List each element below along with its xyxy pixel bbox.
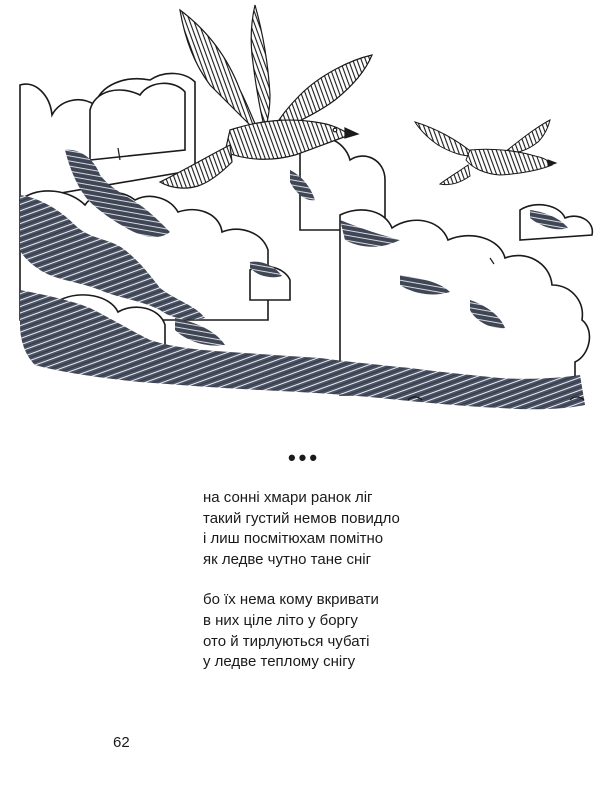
poem-line: такий густий немов повидло bbox=[203, 509, 400, 527]
poem-line: ото й тирлуються чубаті bbox=[203, 632, 370, 650]
poem-stanza-1 bbox=[203, 488, 543, 570]
small-bird-illustration bbox=[415, 120, 556, 185]
section-divider: ••• bbox=[287, 445, 321, 470]
poem-line: і лиш посмітюхам помітно bbox=[203, 530, 384, 548]
poem-line: бо їх нема кому вкривати bbox=[203, 591, 379, 609]
page-number: 62 bbox=[113, 734, 130, 751]
poem-line: як ледве чутно тане сніг bbox=[203, 550, 372, 568]
poem-line: в них ціле літо у боргу bbox=[203, 611, 358, 629]
poem-line: у ледве теплому снігу bbox=[203, 653, 356, 671]
poem bbox=[203, 488, 543, 693]
poem-line: на сонні хмари ранок ліг bbox=[203, 489, 373, 506]
poem-stanza-2 bbox=[203, 590, 543, 672]
